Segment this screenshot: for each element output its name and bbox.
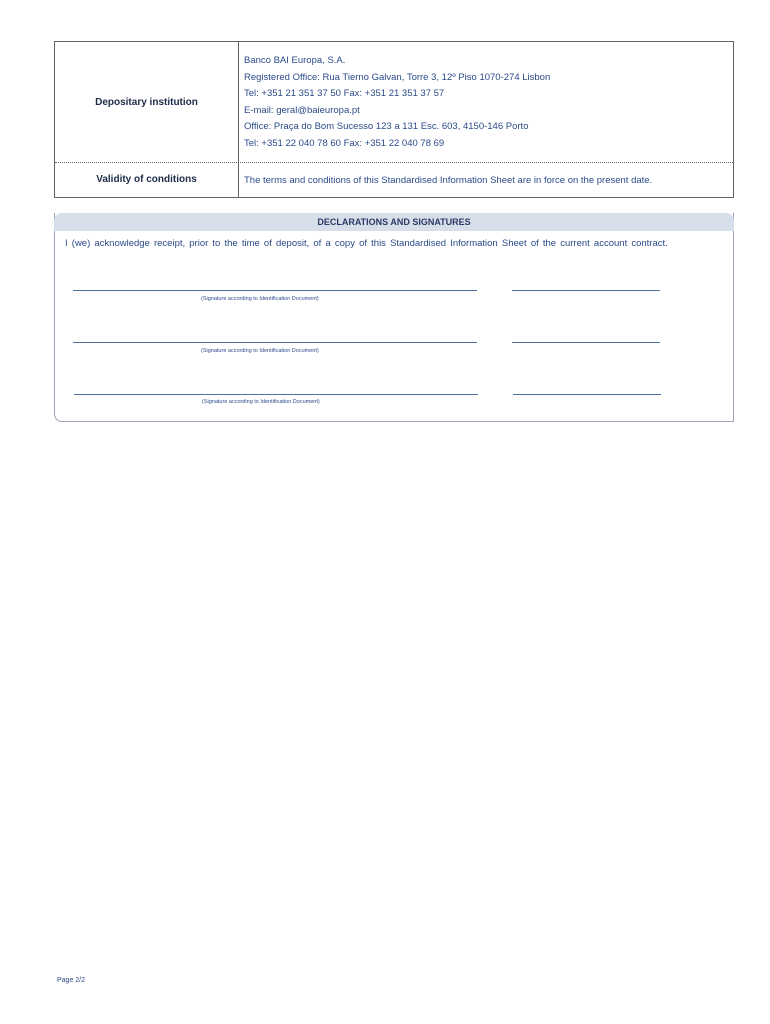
validity-label: Validity of conditions <box>55 163 239 197</box>
depositary-label: Depositary institution <box>55 42 239 162</box>
date-line-3[interactable] <box>513 394 661 395</box>
signature-line-2[interactable] <box>73 342 477 343</box>
validity-value: The terms and conditions of this Standardised Information Sheet are in force on the present date. <box>244 174 653 186</box>
validity-row <box>55 162 733 197</box>
declarations-title: DECLARATIONS AND SIGNATURES <box>54 213 734 231</box>
porto-office-phone: Tel: +351 22 040 78 60 Fax: +351 22 040 78 69 <box>244 137 445 149</box>
page-number: Page 2/2 <box>57 977 86 984</box>
signature-caption-3: (Signature according to Identification Document) <box>202 399 320 405</box>
signature-caption-2: (Signature according to Identification Document) <box>201 348 319 354</box>
date-line-2[interactable] <box>512 342 660 343</box>
depositary-name: Banco BAI Europa, S.A. <box>244 55 346 66</box>
depositary-row <box>55 42 733 162</box>
date-line-1[interactable] <box>512 290 660 291</box>
registered-office: Registered Office: Rua Tierno Galvan, Torre 3, 12º Piso 1070-274 Lisbon <box>244 71 551 83</box>
conditions-table <box>54 41 734 198</box>
signature-line-3[interactable] <box>74 394 478 395</box>
signature-line-1[interactable] <box>73 290 477 291</box>
porto-office: Office: Praça do Bom Sucesso 123 a 131 Esc. 603, 4150-146 Porto <box>244 121 529 132</box>
depositary-details <box>239 42 733 162</box>
declarations-section <box>54 213 734 422</box>
email: E-mail: geral@baieuropa.pt <box>244 104 360 116</box>
declarations-text: I (we) acknowledge receipt, prior to the time of deposit, of a copy of this Standardised Information Sheet of the current account contract. <box>65 238 668 249</box>
signature-caption-1: (Signature according to Identification Document) <box>201 296 319 302</box>
registered-office-phone: Tel: +351 21 351 37 50 Fax: +351 21 351 37 57 <box>244 88 445 99</box>
